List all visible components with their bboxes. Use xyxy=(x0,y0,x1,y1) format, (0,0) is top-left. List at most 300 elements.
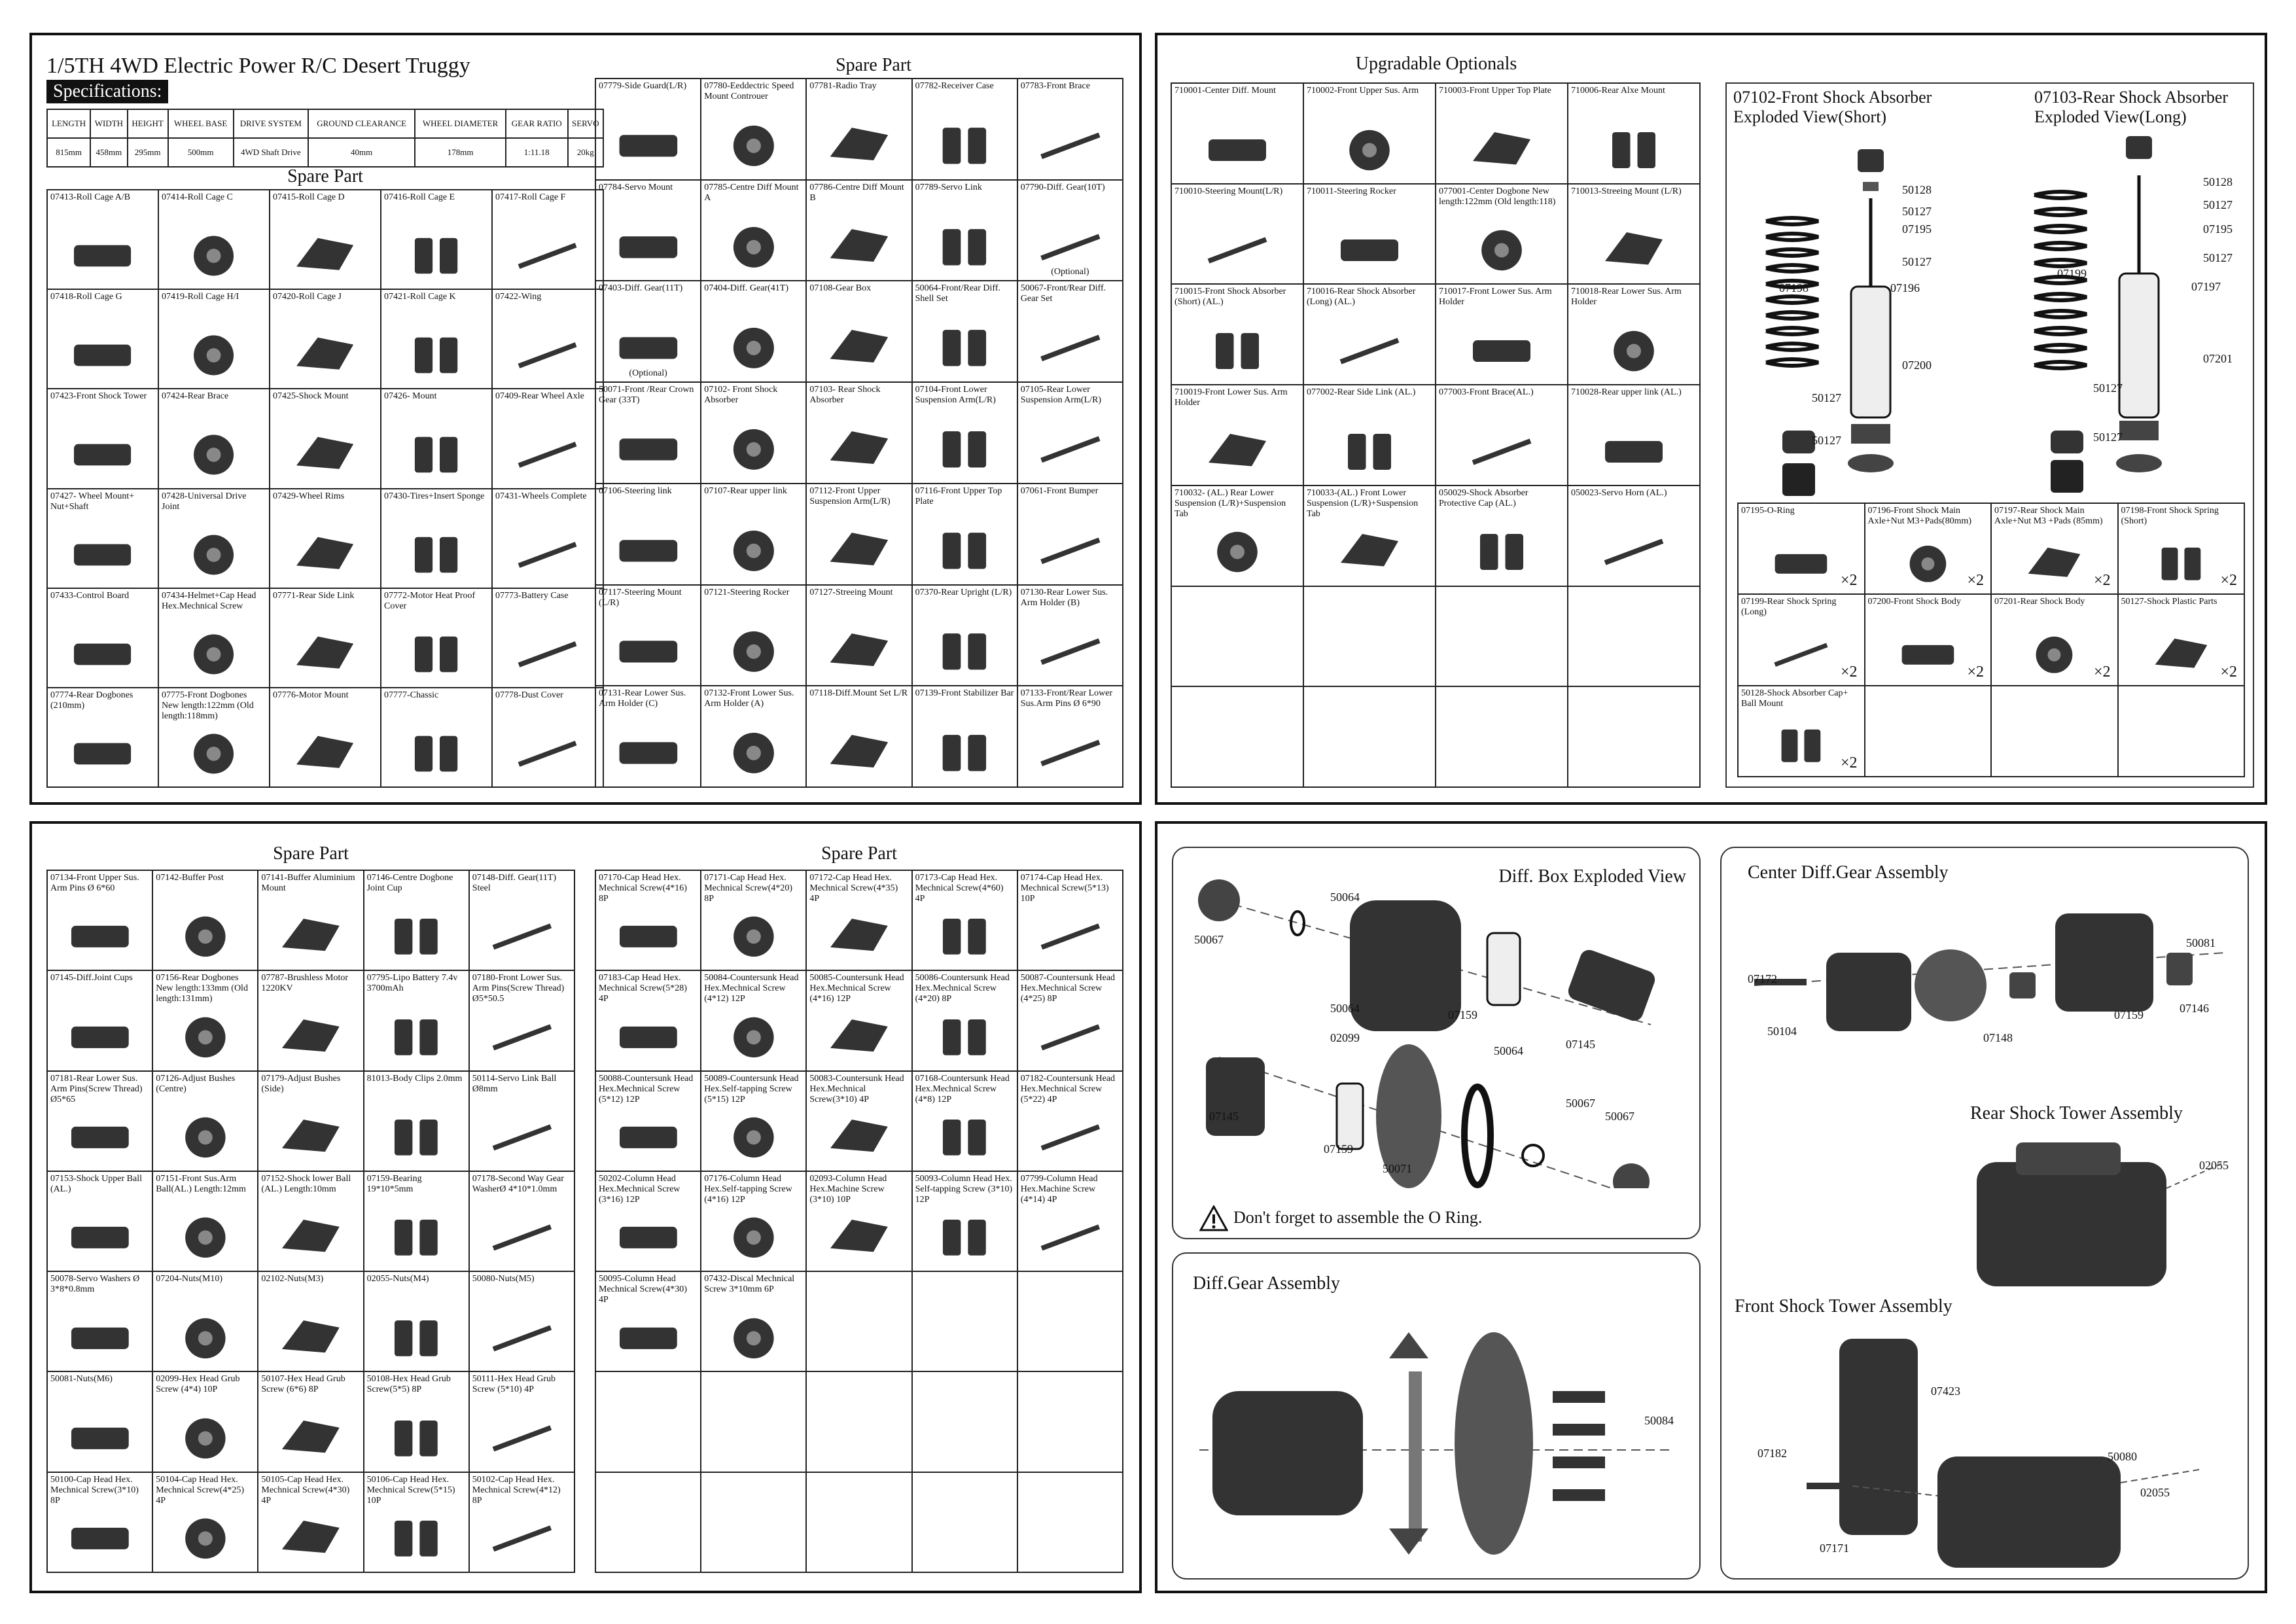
part-image xyxy=(478,1105,566,1163)
part-label: 07145-Diff.Joint Cups xyxy=(50,973,133,983)
part-cell-710017 xyxy=(1436,285,1568,385)
part-label: 50111-Hex Head Grub Screw (5*10) 4P xyxy=(472,1374,556,1395)
part-cell-07156 xyxy=(153,971,258,1071)
part-label: 07790-Diff. Gear(10T) xyxy=(1020,182,1105,192)
part-cell-07433 xyxy=(48,589,159,688)
part-label: 07783-Front Brace xyxy=(1020,81,1090,91)
part-image xyxy=(478,904,566,962)
callout-50128: 50128 xyxy=(1902,183,1932,196)
part-cell-50085 xyxy=(807,971,912,1071)
part-label: 07195-O-Ring xyxy=(1741,506,1795,516)
part-image xyxy=(921,904,1008,962)
part-image xyxy=(162,1506,249,1564)
upgradable-title: Upgradable Optionals xyxy=(1355,54,1517,74)
part-cell-07415 xyxy=(270,190,381,290)
part-cell-07772 xyxy=(381,589,493,688)
callout-50127: 50127 xyxy=(1812,434,1841,447)
part-label: 07424-Rear Brace xyxy=(162,391,229,402)
callout-07200: 07200 xyxy=(1902,359,1932,372)
part-cell-07130 xyxy=(1018,586,1123,687)
callout-07198: 07198 xyxy=(1779,281,1809,294)
part-image xyxy=(710,720,798,779)
part-image xyxy=(501,323,593,380)
part-cell-07146 xyxy=(364,871,470,971)
part-label: 50071-Front /Rear Crown Gear (33T) xyxy=(599,385,694,406)
part-label: 07126-Adjust Bushes (Centre) xyxy=(156,1073,236,1094)
part-cell-07414 xyxy=(159,190,270,290)
callout-07145: 07145 xyxy=(1209,1110,1239,1123)
empty-cell xyxy=(1172,687,1304,788)
spec-header: WHEEL BASE xyxy=(168,109,234,138)
part-cell-07107 xyxy=(701,484,807,586)
part-image xyxy=(1027,1005,1114,1063)
part-label: 07784-Servo Mount xyxy=(599,182,673,192)
part-cell-710018 xyxy=(1568,285,1701,385)
callout-02055: 02055 xyxy=(2140,1486,2170,1499)
part-image xyxy=(921,1205,1008,1263)
part-cell-07183 xyxy=(596,971,701,1071)
part-cell-07777 xyxy=(381,688,493,788)
part-cell-07434 xyxy=(159,589,270,688)
part-label: 07419-Roll Cage H/I xyxy=(162,292,239,302)
part-image xyxy=(710,1205,798,1263)
part-label: 07434-Helmet+Cap Head Hex.Mechnical Screw xyxy=(162,590,256,611)
part-cell-50084 xyxy=(701,971,807,1071)
part-cell-50078 xyxy=(48,1272,153,1372)
part-label: 50067-Front/Rear Diff. Gear Set xyxy=(1020,283,1106,304)
part-image xyxy=(372,1406,460,1464)
part-label: 07179-Adjust Bushes (Side) xyxy=(261,1073,341,1094)
part-cell-07786 xyxy=(807,181,912,282)
part-cell-07419 xyxy=(159,290,270,389)
part-label: 07127-Streeing Mount xyxy=(809,587,893,597)
callout-07148: 07148 xyxy=(1983,1031,2013,1044)
part-label: 07172-Cap Head Hex. Mechnical Screw(4*35) 4P xyxy=(809,873,898,904)
part-label: 710018-Rear Lower Sus. Arm Holder xyxy=(1571,287,1682,308)
part-image xyxy=(279,622,371,679)
part-image xyxy=(56,323,149,380)
part-image xyxy=(605,315,692,374)
part-image xyxy=(605,215,692,273)
part-label: 07409-Rear Wheel Axle xyxy=(495,391,584,402)
part-image xyxy=(2128,626,2234,678)
part-cell-07422 xyxy=(493,290,604,389)
part-cell-050029 xyxy=(1436,486,1568,587)
part-image xyxy=(815,904,903,962)
warning-icon xyxy=(1199,1205,1228,1231)
panel-assembly-views xyxy=(1155,821,2267,1593)
empty-cell xyxy=(807,1272,912,1372)
callout-02055: 02055 xyxy=(2199,1159,2229,1172)
part-cell-710032 xyxy=(1172,486,1304,587)
part-image xyxy=(921,215,1008,273)
part-label: 07415-Roll Cage D xyxy=(273,192,345,202)
part-cell-07795 xyxy=(364,971,470,1071)
part-label: 50081-Nuts(M6) xyxy=(50,1374,113,1385)
callout-50067: 50067 xyxy=(1605,1110,1634,1123)
part-label: 07183-Cap Head Hex. Mechnical Screw(5*28) 4P xyxy=(599,973,687,1004)
part-cell-07427 xyxy=(48,489,159,589)
part-label: 50108-Hex Head Grub Screw(5*5) 8P xyxy=(366,1374,451,1395)
part-image xyxy=(710,315,798,374)
part-cell-077002 xyxy=(1304,385,1436,486)
part-image xyxy=(1027,1105,1114,1163)
upgradable-grid xyxy=(1171,82,1701,788)
part-label: 07779-Side Guard(L/R) xyxy=(599,81,687,91)
part-cell-50081 xyxy=(48,1372,153,1472)
part-image xyxy=(1027,619,1114,677)
part-image xyxy=(1315,118,1424,175)
diff-gear-title: Diff.Gear Assembly xyxy=(1193,1273,1340,1294)
part-cell-07196 xyxy=(1865,504,1992,595)
part-image xyxy=(605,1005,692,1063)
part-label: 50114-Servo Link Ball Ø8mm xyxy=(472,1073,557,1094)
part-cell-07171 xyxy=(701,871,807,971)
quantity-x2: ×2 xyxy=(1967,572,1984,590)
part-cell-07104 xyxy=(913,383,1018,484)
part-cell-710015 xyxy=(1172,285,1304,385)
part-cell-07152 xyxy=(258,1172,364,1272)
part-image xyxy=(815,1205,903,1263)
part-cell-07153 xyxy=(48,1172,153,1272)
part-image xyxy=(710,215,798,273)
part-image xyxy=(1579,419,1689,477)
part-image xyxy=(162,1005,249,1063)
part-image xyxy=(2002,535,2107,587)
part-label: 07152-Shock lower Ball (AL.) Length:10mm xyxy=(261,1173,351,1194)
part-image xyxy=(710,904,798,962)
part-label: 50089-Countersunk Head Hex.Self-tapping Screw (5*15) 12P xyxy=(704,1073,799,1104)
part-cell-07133 xyxy=(1018,686,1123,788)
part-image xyxy=(921,1105,1008,1163)
part-cell-50064 xyxy=(913,281,1018,383)
callout-07201: 07201 xyxy=(2203,352,2233,365)
part-image xyxy=(162,1306,249,1364)
part-label: 50105-Cap Head Hex. Mechnical Screw(4*30) 4P xyxy=(261,1474,350,1506)
part-label: 710028-Rear upper link (AL.) xyxy=(1571,387,1682,398)
part-image xyxy=(478,1205,566,1263)
empty-cell xyxy=(1172,587,1304,688)
part-cell-07106 xyxy=(596,484,701,586)
part-cell-07172 xyxy=(807,871,912,971)
part-label: 07170-Cap Head Hex. Mechnical Screw(4*16) 8P xyxy=(599,873,687,904)
part-image xyxy=(815,1005,903,1063)
callout-07423: 07423 xyxy=(1931,1385,1960,1398)
part-image xyxy=(710,417,798,475)
part-label: 710010-Steering Mount(L/R) xyxy=(1174,186,1283,196)
shock-parts-grid xyxy=(1737,503,2245,777)
callout-07159: 07159 xyxy=(2114,1008,2144,1021)
rear-tower-title: Rear Shock Tower Assembly xyxy=(1970,1103,2183,1123)
part-cell-07799 xyxy=(1018,1172,1123,1272)
part-cell-07423 xyxy=(48,389,159,489)
part-label: 07146-Centre Dogbone Joint Cup xyxy=(366,873,453,893)
part-image xyxy=(390,224,482,281)
part-label: 07404-Diff. Gear(41T) xyxy=(704,283,788,294)
part-image xyxy=(56,622,149,679)
part-cell-07148 xyxy=(470,871,575,971)
part-label: 50086-Countersunk Head Hex.Mechnical Screw (4*20) 8P xyxy=(915,973,1010,1004)
part-image xyxy=(279,423,371,480)
part-label: 07130-Rear Lower Sus. Arm Holder (B) xyxy=(1020,587,1108,608)
part-cell-07112 xyxy=(807,484,912,586)
part-label: 07423-Front Shock Tower xyxy=(50,391,147,402)
callout-50127: 50127 xyxy=(1812,391,1841,404)
parts-grid-bl-left xyxy=(46,870,575,1573)
empty-cell xyxy=(1865,686,1992,777)
part-image xyxy=(56,1005,144,1063)
part-image xyxy=(1182,218,1292,275)
part-image xyxy=(710,518,798,576)
part-image xyxy=(1315,419,1424,477)
part-cell-07778 xyxy=(493,688,604,788)
part-cell-710019 xyxy=(1172,385,1304,486)
part-label: 50127-Shock Plastic Parts xyxy=(2121,597,2217,607)
empty-cell xyxy=(1018,1272,1123,1372)
part-label: 50107-Hex Head Grub Screw (6*6) 8P xyxy=(261,1374,345,1395)
part-cell-07145 xyxy=(48,971,153,1071)
part-image xyxy=(390,722,482,779)
part-label: 07403-Diff. Gear(11T) xyxy=(599,283,683,294)
part-cell-07425 xyxy=(270,389,381,489)
part-label: 50085-Countersunk Head Hex.Mechnical Screw (4*16) 12P xyxy=(809,973,904,1004)
part-label: 50084-Countersunk Head Hex.Mechnical Screw (4*12) 12P xyxy=(704,973,799,1004)
empty-cell xyxy=(701,1473,807,1573)
part-image xyxy=(1315,319,1424,376)
part-image xyxy=(478,1406,566,1464)
part-cell-50111 xyxy=(470,1372,575,1472)
front-shock-exploded-drawing xyxy=(1740,136,1975,503)
part-cell-07170 xyxy=(596,871,701,971)
part-label: 07103- Rear Shock Absorber xyxy=(809,385,881,406)
part-label: 07429-Wheel Rims xyxy=(273,491,345,501)
part-image xyxy=(1875,535,1981,587)
spec-value-row xyxy=(47,138,603,167)
part-cell-50106 xyxy=(364,1473,470,1573)
part-cell-07776 xyxy=(270,688,381,788)
spec-value: 20kg xyxy=(568,138,603,167)
part-label: 07786-Centre Diff Mount B xyxy=(809,182,904,203)
part-label: 07782-Receiver Case xyxy=(915,81,994,91)
part-cell-07428 xyxy=(159,489,270,589)
callout-50127: 50127 xyxy=(2093,381,2123,395)
part-cell-50128 xyxy=(1739,686,1865,777)
part-cell-07420 xyxy=(270,290,381,389)
part-label: 07433-Control Board xyxy=(50,590,130,601)
callout-02099: 02099 xyxy=(1330,1031,1360,1044)
diff-box-exploded-drawing xyxy=(1180,861,1690,1188)
part-label: 07108-Gear Box xyxy=(809,283,872,294)
part-image xyxy=(1182,520,1292,577)
part-label: 07778-Dust Cover xyxy=(495,690,563,700)
part-image xyxy=(267,1005,355,1063)
part-image xyxy=(162,904,249,962)
empty-cell xyxy=(807,1372,912,1472)
part-image xyxy=(168,722,260,779)
part-label: 07427- Wheel Mount+ Nut+Shaft xyxy=(50,491,135,512)
spare-part-title: Spare Part xyxy=(821,843,897,864)
part-image xyxy=(815,720,903,779)
part-label: 07201-Rear Shock Body xyxy=(1994,597,2085,607)
diff-box-title: Diff. Box Exploded View xyxy=(1498,866,1686,887)
part-cell-07181 xyxy=(48,1072,153,1172)
callout-07195: 07195 xyxy=(1902,222,1932,236)
part-label: 50102-Cap Head Hex. Mechnical Screw(4*12) 8P xyxy=(472,1474,561,1506)
part-image xyxy=(1875,626,1981,678)
quantity-x2: ×2 xyxy=(2220,572,2237,590)
part-cell-07116 xyxy=(913,484,1018,586)
part-label: 07134-Front Upper Sus. Arm Pins Ø 6*60 xyxy=(50,873,139,893)
part-image xyxy=(372,1506,460,1564)
part-image xyxy=(815,215,903,273)
part-cell-07431 xyxy=(493,489,604,589)
part-image xyxy=(56,224,149,281)
spec-header: WIDTH xyxy=(90,109,127,138)
part-cell-50093 xyxy=(913,1172,1018,1272)
spare-part-title: Spare Part xyxy=(273,843,349,864)
empty-cell xyxy=(1436,587,1568,688)
part-image xyxy=(56,523,149,580)
part-image xyxy=(815,417,903,475)
callout-07146: 07146 xyxy=(2180,1002,2209,1015)
part-image xyxy=(390,323,482,380)
part-label: 07781-Radio Tray xyxy=(809,81,877,91)
spec-table xyxy=(46,109,604,168)
part-cell-07774 xyxy=(48,688,159,788)
part-image xyxy=(372,1005,460,1063)
part-cell-07061 xyxy=(1018,484,1123,586)
quantity-x2: ×2 xyxy=(1840,663,1858,680)
part-cell-07139 xyxy=(913,686,1018,788)
parts-grid-tl-left xyxy=(46,189,604,788)
part-label: 710016-Rear Shock Absorber (Long) (AL.) xyxy=(1307,287,1416,308)
part-image xyxy=(478,1005,566,1063)
part-label: 50100-Cap Head Hex. Mechnical Screw(3*10) 8P xyxy=(50,1474,139,1506)
spec-header: SERVO xyxy=(568,109,603,138)
part-cell-07789 xyxy=(913,181,1018,282)
part-label: 07159-Bearing 19*10*5mm xyxy=(366,1173,422,1194)
part-cell-710016 xyxy=(1304,285,1436,385)
part-cell-50089 xyxy=(701,1072,807,1172)
spec-value: 4WD Shaft Drive xyxy=(234,138,309,167)
part-image xyxy=(815,619,903,677)
part-cell-07429 xyxy=(270,489,381,589)
callout-50127: 50127 xyxy=(2203,251,2233,264)
callout-50081: 50081 xyxy=(2186,936,2216,949)
quantity-x2: ×2 xyxy=(1967,663,1984,680)
callout-50128: 50128 xyxy=(2203,175,2233,188)
part-image xyxy=(267,1105,355,1163)
part-cell-07127 xyxy=(807,586,912,687)
panel-upgradable-optionals xyxy=(1155,33,2267,805)
panel-spare-parts-1 xyxy=(29,33,1142,805)
part-label: 07776-Motor Mount xyxy=(273,690,349,700)
part-cell-07200 xyxy=(1865,595,1992,686)
part-image xyxy=(1027,113,1114,171)
part-cell-02093 xyxy=(807,1172,912,1272)
part-image xyxy=(168,523,260,580)
part-cell-50104 xyxy=(153,1473,258,1573)
part-image xyxy=(605,619,692,677)
part-cell-050023 xyxy=(1568,486,1701,587)
part-label: 07178-Second Way Gear WasherØ 4*10*1.0mm xyxy=(472,1173,564,1194)
part-label: 050023-Servo Horn (AL.) xyxy=(1571,487,1667,498)
part-label: 07432-Discal Mechnical Screw 3*10mm 6P xyxy=(704,1274,795,1295)
part-label: 710001-Center Diff. Mount xyxy=(1174,86,1276,96)
spare-part-title: Spare Part xyxy=(287,166,363,186)
part-image xyxy=(921,518,1008,576)
part-image xyxy=(162,1406,249,1464)
part-cell-07416 xyxy=(381,190,493,290)
part-label: 07153-Shock Upper Ball (AL.) xyxy=(50,1173,142,1194)
callout-50064: 50064 xyxy=(1494,1044,1523,1057)
part-label: 07417-Roll Cage F xyxy=(495,192,566,202)
rear-shock-exploded-drawing xyxy=(2002,123,2237,503)
callout-07159: 07159 xyxy=(1448,1008,1477,1021)
empty-cell xyxy=(1018,1372,1123,1472)
parts-grid-bl-right xyxy=(595,870,1123,1573)
part-image xyxy=(478,1506,566,1564)
empty-cell xyxy=(2119,686,2246,777)
quantity-x2: ×2 xyxy=(2093,572,2111,590)
empty-cell xyxy=(913,1473,1018,1573)
part-label: 07148-Diff. Gear(11T) Steel xyxy=(472,873,557,893)
part-image xyxy=(1748,716,1854,769)
part-label: 07117-Steering Mount (L/R) xyxy=(599,587,682,608)
part-cell-710001 xyxy=(1172,84,1304,185)
part-image xyxy=(1315,520,1424,577)
warning-text: Don't forget to assemble the O Ring. xyxy=(1233,1208,1483,1227)
part-cell-07131 xyxy=(596,686,701,788)
part-cell-07782 xyxy=(913,79,1018,181)
part-label: 07156-Rear Dogbones New length:133mm (Old length:131mm) xyxy=(156,973,248,1004)
part-label: 07785-Centre Diff Mount A xyxy=(704,182,799,203)
part-label: 07413-Roll Cage A/B xyxy=(50,192,131,202)
part-cell-07159 xyxy=(364,1172,470,1272)
callout-50080: 50080 xyxy=(2108,1450,2137,1463)
part-label: 07418-Roll Cage G xyxy=(50,292,122,302)
part-label: 710017-Front Lower Sus. Arm Holder xyxy=(1439,287,1552,308)
part-label: 07204-Nuts(M10) xyxy=(156,1274,223,1284)
part-cell-07204 xyxy=(153,1272,258,1372)
part-image xyxy=(279,323,371,380)
part-image xyxy=(605,113,692,171)
part-cell-07403 xyxy=(596,281,701,383)
part-label: 710006-Rear Alxe Mount xyxy=(1571,86,1665,96)
part-cell-02055 xyxy=(364,1272,470,1372)
empty-cell xyxy=(1304,687,1436,788)
callout-07197: 07197 xyxy=(2191,280,2221,293)
part-cell-07142 xyxy=(153,871,258,971)
part-image xyxy=(1579,218,1689,275)
part-cell-50083 xyxy=(807,1072,912,1172)
part-label: 07116-Front Upper Top Plate xyxy=(915,485,1002,506)
part-label: 07118-Diff.Mount Set L/R xyxy=(809,688,908,699)
part-label: 07121-Steering Rocker xyxy=(704,587,790,597)
spec-header: LENGTH xyxy=(47,109,90,138)
part-image xyxy=(921,113,1008,171)
part-cell-07430 xyxy=(381,489,493,589)
part-cell-07370 xyxy=(913,586,1018,687)
part-image xyxy=(501,224,593,281)
part-cell-07176 xyxy=(701,1172,807,1272)
callout-50067: 50067 xyxy=(1566,1097,1595,1110)
part-cell-50114 xyxy=(470,1072,575,1172)
part-image xyxy=(710,1306,798,1364)
callout-07145: 07145 xyxy=(1566,1038,1595,1051)
part-label: 07787-Brushless Motor 1220KV xyxy=(261,973,349,994)
part-label: 07174-Cap Head Hex. Mechnical Screw(5*13) 10P xyxy=(1020,873,1109,904)
